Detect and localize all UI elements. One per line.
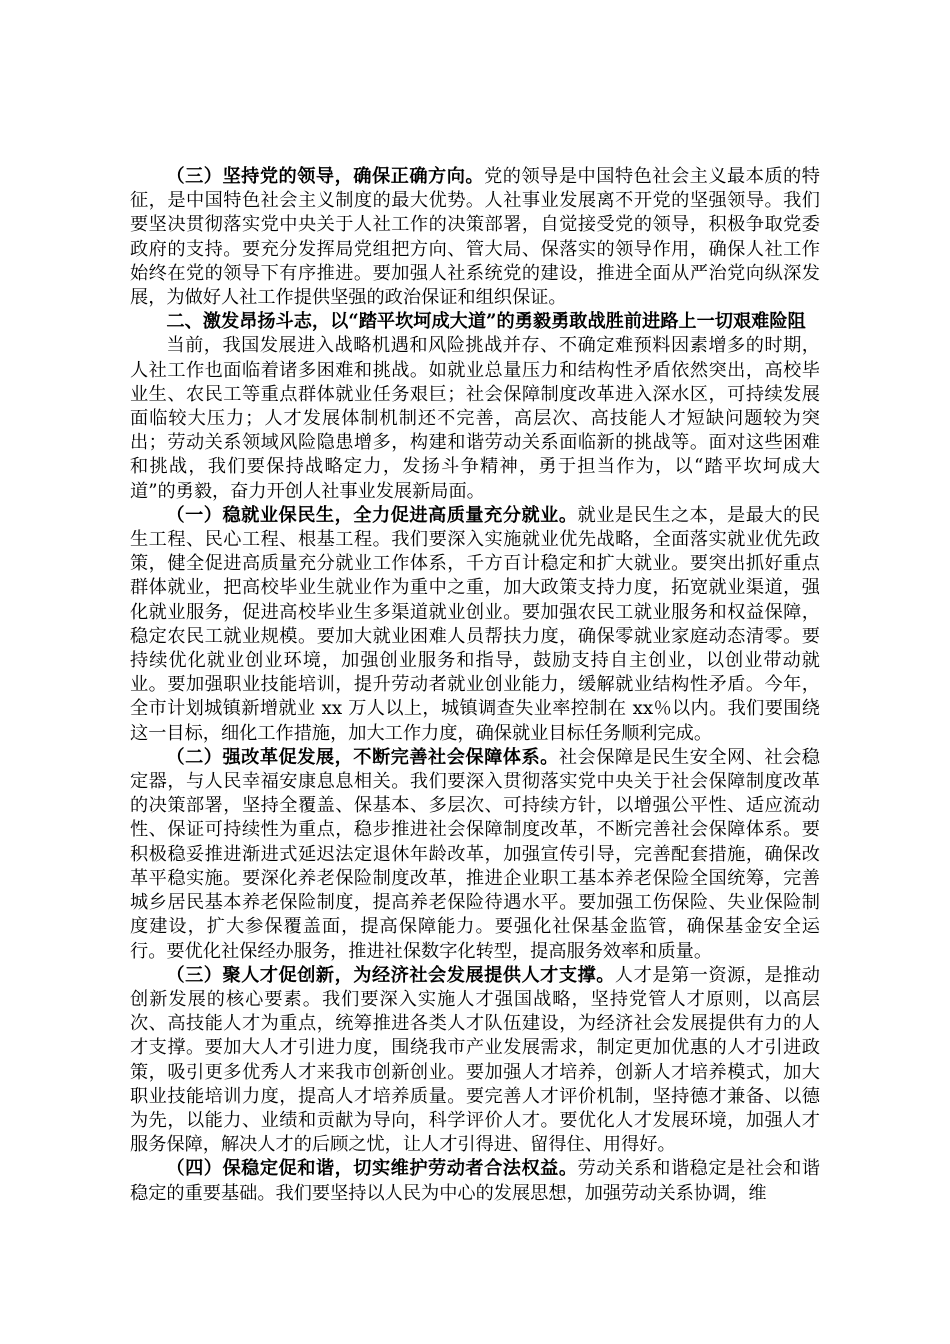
paragraph-lead: （二）强改革促发展，不断完善社会保障体系。 [166,746,559,768]
paragraph-social-security [130,746,820,964]
paragraph-body: 社会保障是民生安全网、社会稳定器，与人民幸福安康息息相关。我们要深入贯彻落实党中央关于社会保障制度改革的决策部署，坚持全覆盖、保基本、多层次、可持续方针，以增强公平性、适应流动性、保证可持续性为重点，稳步推进社会保障制度改革，不断完善社会保障体系。要积极稳妥推进渐进式延迟法定退休年龄改革，加强宣传引导，完善配套措施，确保改革平稳实施。要深化养老保险制度改革，推进企业职工基本养老保险全国统筹，完善城乡居民基本养老保险制度，提高养老保险待遇水平。要加强工伤保险、失业保险制度建设，扩大参保覆盖面，提高保障能力。要强化社保基金监管，确保基金安全运行。要优化社保经办服务，推进社保数字化转型，提高服务效率和质量。 [130,746,820,962]
section-heading: 二、激发昂扬斗志，以“踏平坎坷成大道”的勇毅勇敢战胜前进路上一切艰难险阻 [166,311,806,333]
paragraph-body: 党的领导是中国特色社会主义最本质的特征，是中国特色社会主义制度的最大优势。人社事业发展离不开党的坚强领导。我们要坚决贯彻落实党中央关于人社工作的决策部署，自觉接受党的领导，积极争取党委政府的支持。要充分发挥局党组把方向、管大局、保落实的领导作用，确保人社工作始终在党的领导下有序推进。要加强人社系统党的建设，推进全面从严治党向纵深发展，为做好人社工作提供坚强的政治保证和组织保证。 [130,166,820,309]
paragraph-party-leadership [130,165,820,310]
paragraph-lead: （三）聚人才促创新，为经济社会发展提供人才支撑。 [166,964,615,986]
paragraph-employment [130,504,820,746]
paragraph-labor-rights [130,1157,820,1205]
paragraph-lead: （四）保稳定促和谐，切实维护劳动者合法权益。 [166,1158,578,1180]
paragraph-body: 人才是第一资源，是推动创新发展的核心要素。我们要深入实施人才强国战略，坚持党管人才原则，以高层次、高技能人才为重点，统筹推进各类人才队伍建设，为经济社会发展提供有力的人才支撑。要加大人才引进力度，围绕我市产业发展需求，制定更加优惠的人才引进政策，吸引更多优秀人才来我市创新创业。要加强人才培养，创新人才培养模式，加大职业技能培训力度，提高人才培养质量。要完善人才评价机制，坚持德才兼备、以德为先，以能力、业绩和贡献为导向，科学评价人才。要优化人才发展环境，加强人才服务保障，解决人才的后顾之忧，让人才引得进、留得住、用得好。 [130,964,820,1156]
paragraph-body: 劳动关系和谐稳定是社会和谐稳定的重要基础。我们要坚持以人民为中心的发展思想，加强劳动关系协调，维 [130,1158,820,1204]
paragraph-lead: （三）坚持党的领导，确保正确方向。 [166,166,485,187]
document-page [130,165,820,1206]
section-intro: 当前，我国发展进入战略机遇和风险挑战并存、不确定难预料因素增多的时期，人社工作也面临着诸多困难和挑战。如就业总量压力和结构性矛盾依然突出，高校毕业生、农民工等重点群体就业任务艰巨；社会保障制度改革进入深水区，可持续发展面临较大压力；人才发展体制机制还不完善，高层次、高技能人才短缺问题较为突出；劳动关系领域风险隐患增多，构建和谐劳动关系面临新的挑战等。面对这些困难和挑战，我们要保持战略定力，发扬斗争精神，勇于担当作为，以“踏平坎坷成大道”的勇毅，奋力开创人社事业发展新局面。 [130,335,820,502]
paragraph-lead: （一）稳就业保民生，全力促进高质量充分就业。 [166,504,578,526]
paragraph-talent [130,964,820,1158]
paragraph-body: 就业是民生之本，是最大的民生工程、民心工程、根基工程。我们要深入实施就业优先战略，全面落实就业优先政策，健全促进高质量充分就业工作体系，千方百计稳定和扩大就业。要突出抓好重点群体就业，把高校毕业生就业作为重中之重，加大政策支持力度，拓宽就业渠道，强化就业服务，促进高校毕业生多渠道就业创业。要加强农民工就业服务和权益保障，稳定农民工就业规模。要加大就业困难人员帮扶力度，确保零就业家庭动态清零。要持续优化就业创业环境，加强创业服务和指导，鼓励支持自主创业，以创业带动就业。要加强职业技能培训，提升劳动者就业创业能力，缓解就业结构性矛盾。今年，全市计划城镇新增就业 xx 万人以上，城镇调查失业率控制在 xx％以内。我们要围绕这一目标，细化工作措施，加大工作力度，确保就业目标任务顺利完成。 [130,504,820,744]
